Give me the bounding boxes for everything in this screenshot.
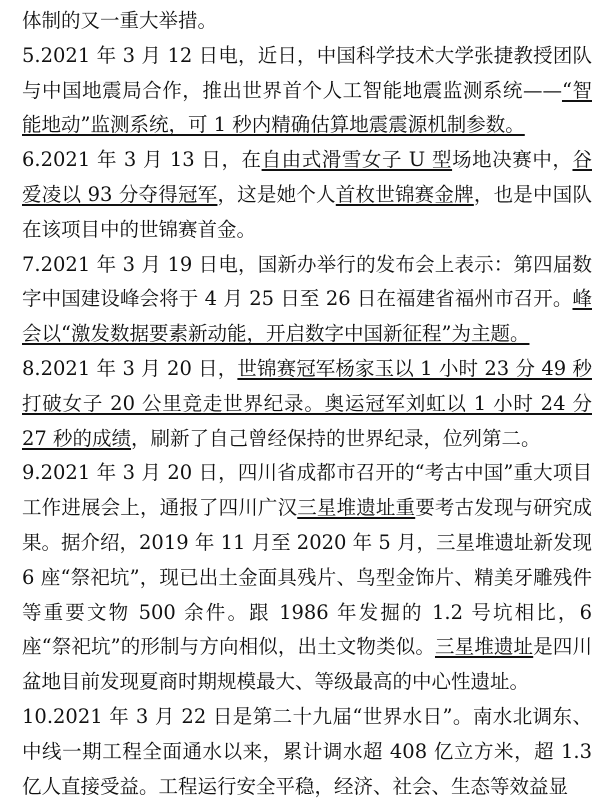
text-segment: ，这是她个人 [217, 182, 336, 206]
underlined-text: 世锦赛冠军杨家玉以 1 小时 23 分 49 秒打破女子 20 公里竞走世界纪录。奥运冠军刘虹以 1 小时 24 分 27 秒的成绩 [22, 356, 592, 450]
text-segment: 是四川盆地目前发现夏商时期规模最大、等级最高的中心性遗址。 [22, 635, 592, 694]
underlined-text: 首枚世锦赛金牌 [335, 182, 474, 206]
text-segment: 要考古发现与研究成果。据介绍，2019 年 11 月至 2020 年 5 月，三星堆遗址新发现 6 座“祭祀坑”，现已出土金面具残片、鸟型金饰片、精美牙雕残件等重要文物 500 余件。跟 1986 年发掘的 1.2 号坑相比，6 座“祭祀坑”的形制与方向相似，出土文物类似。 [22, 496, 592, 659]
text-segment: 10.2021 年 3 月 22 日是第二十九届“世界水日”。南水北调东、中线一期工程全面通水以来，累计调水超 408 亿立方米，超 1.3 亿人直接受益。工程运行安全平稳，经济、社会、生态等效益显 [22, 704, 592, 798]
text-segment: 场地决赛中， [452, 148, 573, 172]
text-segment: 体制的又一重大举措。 [22, 9, 218, 32]
news-item-5 [22, 456, 592, 700]
text-segment: 7.2021 年 3 月 19 日电，国新办举行的发布会上表示：第四届数字中国建设峰会将于 4 月 25 日至 26 日在福建省福州市召开。 [22, 252, 592, 311]
underlined-text: 三星堆遗址 [434, 635, 534, 659]
news-item-3 [22, 248, 592, 352]
document-body [22, 4, 592, 804]
underlined-text: 谷爱凌以 93 分夺得冠军 [22, 148, 592, 206]
underlined-text: 自由式滑雪女子 U 型 [261, 148, 453, 172]
text-segment: ，刷新了自己曾经保持的世界纪录，位列第二。 [131, 426, 541, 450]
news-item-1 [22, 39, 592, 143]
text-segment: 6.2021 年 3 月 13 日，在 [22, 148, 262, 172]
text-segment: ，也是中国队在该项目中的世锦赛首金。 [22, 182, 592, 241]
text-segment: 9.2021 年 3 月 20 日，四川省成都市召开的“考古中国”重大项目工作进展会上，通报了四川广汉 [22, 461, 592, 520]
underlined-text: 峰会以“激发数据要素新动能，开启数字中国新征程”为主题。 [22, 287, 592, 346]
news-item-2 [22, 143, 592, 247]
news-item-0 [22, 4, 592, 39]
news-item-6 [22, 700, 592, 804]
underlined-text: 三星堆遗址重 [297, 496, 416, 520]
text-segment: 8.2021 年 3 月 20 日， [22, 356, 238, 380]
news-item-4 [22, 352, 592, 456]
underlined-text: “智能地动”监测系统，可 1 秒内精确估算地震震源机制参数。 [22, 78, 592, 137]
text-segment: 5.2021 年 3 月 12 日电，近日，中国科学技术大学张捷教授团队与中国地震局合作，推出世界首个人工智能地震监测系统—— [22, 43, 592, 102]
